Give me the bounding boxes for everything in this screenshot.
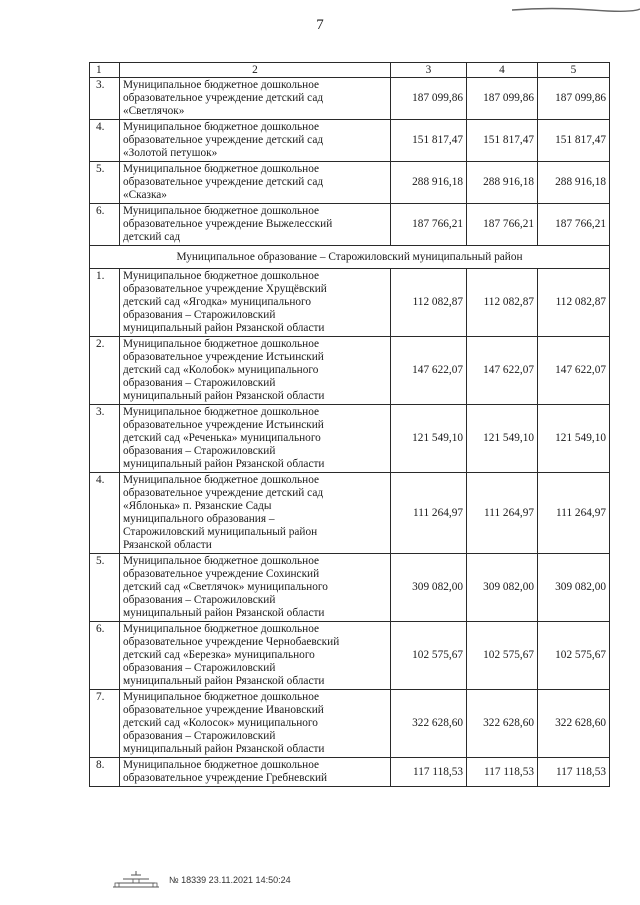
row-number: 3.	[90, 78, 120, 120]
amount-col-5: 102 575,67	[538, 622, 610, 690]
column-header: 1	[90, 63, 120, 78]
row-number: 6.	[90, 204, 120, 246]
table-row	[90, 554, 610, 622]
institution-name: Муниципальное бюджетное дошкольное образовательное учреждение детский сад «Яблонька» п. Рязанские Сады муниципального образования – Старожиловский муниципальный район Рязанской области	[120, 473, 391, 554]
amount-col-3: 322 628,60	[391, 690, 467, 758]
amount-col-5: 112 082,87	[538, 269, 610, 337]
table-row	[90, 162, 610, 204]
row-number: 3.	[90, 405, 120, 473]
institution-name: Муниципальное бюджетное дошкольное образовательное учреждение детский сад «Светлячок»	[120, 78, 391, 120]
page-number: 7	[316, 17, 324, 33]
amount-col-5: 187 099,86	[538, 78, 610, 120]
table-row	[90, 269, 610, 337]
amount-col-3: 151 817,47	[391, 120, 467, 162]
allocation-table	[89, 62, 610, 787]
amount-col-3: 288 916,18	[391, 162, 467, 204]
section-title: Муниципальное образование – Старожиловский муниципальный район	[90, 246, 610, 269]
row-number: 7.	[90, 690, 120, 758]
amount-col-5: 121 549,10	[538, 405, 610, 473]
amount-col-3: 187 766,21	[391, 204, 467, 246]
table-row	[90, 690, 610, 758]
institution-name: Муниципальное бюджетное дошкольное образовательное учреждение Гребневский	[120, 758, 391, 787]
amount-col-3: 102 575,67	[391, 622, 467, 690]
amount-col-5: 151 817,47	[538, 120, 610, 162]
institution-name: Муниципальное бюджетное дошкольное образовательное учреждение детский сад «Золотой петушок»	[120, 120, 391, 162]
amount-col-4: 111 264,97	[467, 473, 538, 554]
amount-col-5: 111 264,97	[538, 473, 610, 554]
document-footer	[109, 869, 291, 891]
row-number: 5.	[90, 554, 120, 622]
column-header-row	[90, 63, 610, 78]
emblem-stamp-icon	[109, 869, 163, 891]
amount-col-5: 187 766,21	[538, 204, 610, 246]
scan-artifact	[512, 0, 640, 6]
table-body	[90, 63, 610, 787]
institution-name: Муниципальное бюджетное дошкольное образовательное учреждение Выжелесский детский сад	[120, 204, 391, 246]
table-row	[90, 120, 610, 162]
registration-stamp: № 18339 23.11.2021 14:50:24	[169, 875, 291, 885]
table-row	[90, 758, 610, 787]
amount-col-3: 112 082,87	[391, 269, 467, 337]
row-number: 2.	[90, 337, 120, 405]
amount-col-4: 309 082,00	[467, 554, 538, 622]
amount-col-4: 288 916,18	[467, 162, 538, 204]
amount-col-3: 111 264,97	[391, 473, 467, 554]
section-header-row	[90, 246, 610, 269]
table-row	[90, 78, 610, 120]
amount-col-3: 309 082,00	[391, 554, 467, 622]
institution-name: Муниципальное бюджетное дошкольное образовательное учреждение Сохинский детский сад «Светлячок» муниципального образования – Старожиловский муниципальный район Рязанской области	[120, 554, 391, 622]
table-row	[90, 337, 610, 405]
column-header: 5	[538, 63, 610, 78]
amount-col-4: 112 082,87	[467, 269, 538, 337]
amount-col-4: 117 118,53	[467, 758, 538, 787]
amount-col-4: 147 622,07	[467, 337, 538, 405]
institution-name: Муниципальное бюджетное дошкольное образовательное учреждение Ивановский детский сад «Колосок» муниципального образования – Старожиловский муниципальный район Рязанской области	[120, 690, 391, 758]
column-header: 4	[467, 63, 538, 78]
row-number: 5.	[90, 162, 120, 204]
row-number: 4.	[90, 473, 120, 554]
table-row	[90, 405, 610, 473]
table-row	[90, 622, 610, 690]
amount-col-3: 121 549,10	[391, 405, 467, 473]
amount-col-4: 322 628,60	[467, 690, 538, 758]
amount-col-5: 322 628,60	[538, 690, 610, 758]
amount-col-4: 121 549,10	[467, 405, 538, 473]
amount-col-4: 151 817,47	[467, 120, 538, 162]
row-number: 1.	[90, 269, 120, 337]
institution-name: Муниципальное бюджетное дошкольное образовательное учреждение Истьинский детский сад «Колобок» муниципального образования – Старожиловский муниципальный район Рязанской области	[120, 337, 391, 405]
amount-col-3: 187 099,86	[391, 78, 467, 120]
row-number: 8.	[90, 758, 120, 787]
amount-col-5: 288 916,18	[538, 162, 610, 204]
amount-col-5: 309 082,00	[538, 554, 610, 622]
amount-col-3: 147 622,07	[391, 337, 467, 405]
amount-col-4: 187 766,21	[467, 204, 538, 246]
column-header: 3	[391, 63, 467, 78]
institution-name: Муниципальное бюджетное дошкольное образовательное учреждение Истьинский детский сад «Реченька» муниципального образования – Старожиловский муниципальный район Рязанской области	[120, 405, 391, 473]
row-number: 4.	[90, 120, 120, 162]
amount-col-5: 147 622,07	[538, 337, 610, 405]
amount-col-3: 117 118,53	[391, 758, 467, 787]
row-number: 6.	[90, 622, 120, 690]
institution-name: Муниципальное бюджетное дошкольное образовательное учреждение Чернобаевский детский сад «Березка» муниципального образования – Старожиловский муниципальный район Рязанской области	[120, 622, 391, 690]
table-row	[90, 204, 610, 246]
institution-name: Муниципальное бюджетное дошкольное образовательное учреждение Хрущёвский детский сад «Ягодка» муниципального образования – Старожиловский муниципальный район Рязанской области	[120, 269, 391, 337]
amount-col-5: 117 118,53	[538, 758, 610, 787]
amount-col-4: 187 099,86	[467, 78, 538, 120]
column-header: 2	[120, 63, 391, 78]
amount-col-4: 102 575,67	[467, 622, 538, 690]
table-row	[90, 473, 610, 554]
institution-name: Муниципальное бюджетное дошкольное образовательное учреждение детский сад «Сказка»	[120, 162, 391, 204]
